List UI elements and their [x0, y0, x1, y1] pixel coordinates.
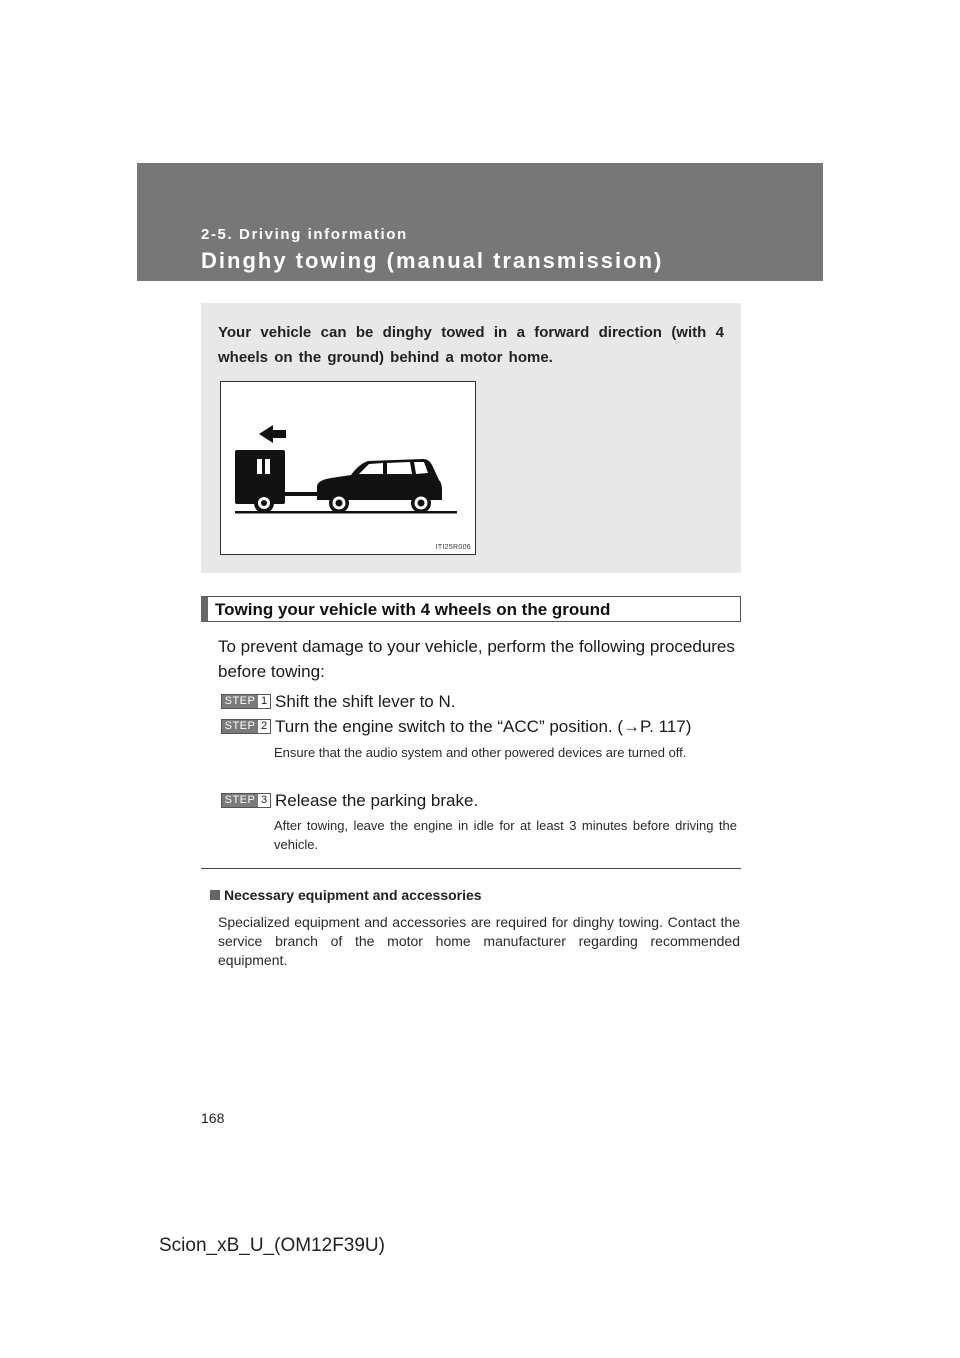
- info-title-text: Necessary equipment and accessories: [224, 887, 482, 903]
- step-badge: [221, 694, 271, 709]
- section-intro-text: To prevent damage to your vehicle, perform the following procedures before towing:: [218, 637, 735, 681]
- section-heading: [201, 596, 741, 622]
- step-badge-number: 3: [260, 794, 268, 806]
- section-label: 2-5. Driving information: [201, 226, 408, 243]
- info-text: Specialized equipment and accessories are required for dinghy towing. Contact the service branch of the motor home manufacturer regarding recommended equipment.: [218, 914, 740, 968]
- page-number: 168: [201, 1110, 225, 1126]
- step-text: Shift the shift lever to N.: [275, 692, 456, 711]
- step-badge-label: STEP: [222, 720, 258, 733]
- step-3-note: After towing, leave the engine in idle for at least 3 minutes before driving the vehicle.: [274, 818, 737, 852]
- square-bullet-icon: [210, 890, 220, 900]
- motor-home-towing-car-icon: [221, 382, 475, 554]
- divider: [201, 868, 741, 869]
- step-badge-number: 1: [260, 695, 268, 707]
- page-title: Dinghy towing (manual transmission): [201, 248, 664, 273]
- step-text: Release the parking brake.: [275, 791, 479, 810]
- step-badge: [221, 793, 271, 808]
- intro-text: Your vehicle can be dinghy towed in a forward direction (with 4 wheels on the ground) behind a motor home.: [218, 324, 724, 366]
- document-id: Scion_xB_U_(OM12F39U): [159, 1235, 385, 1256]
- info-title: [210, 887, 482, 903]
- step-2-note: Ensure that the audio system and other powered devices are turned off.: [274, 745, 687, 760]
- section-heading-text: Towing your vehicle with 4 wheels on the ground: [215, 600, 611, 619]
- step-badge-label: STEP: [222, 794, 258, 807]
- towing-illustration: [220, 381, 476, 555]
- step-badge-label: STEP: [222, 695, 258, 708]
- step-text: Turn the engine switch to the “ACC” position. (→P. 117): [275, 717, 692, 736]
- step-badge-number: 2: [260, 720, 268, 732]
- step-badge: [221, 719, 271, 734]
- figure-code: ITI25R006: [435, 544, 471, 551]
